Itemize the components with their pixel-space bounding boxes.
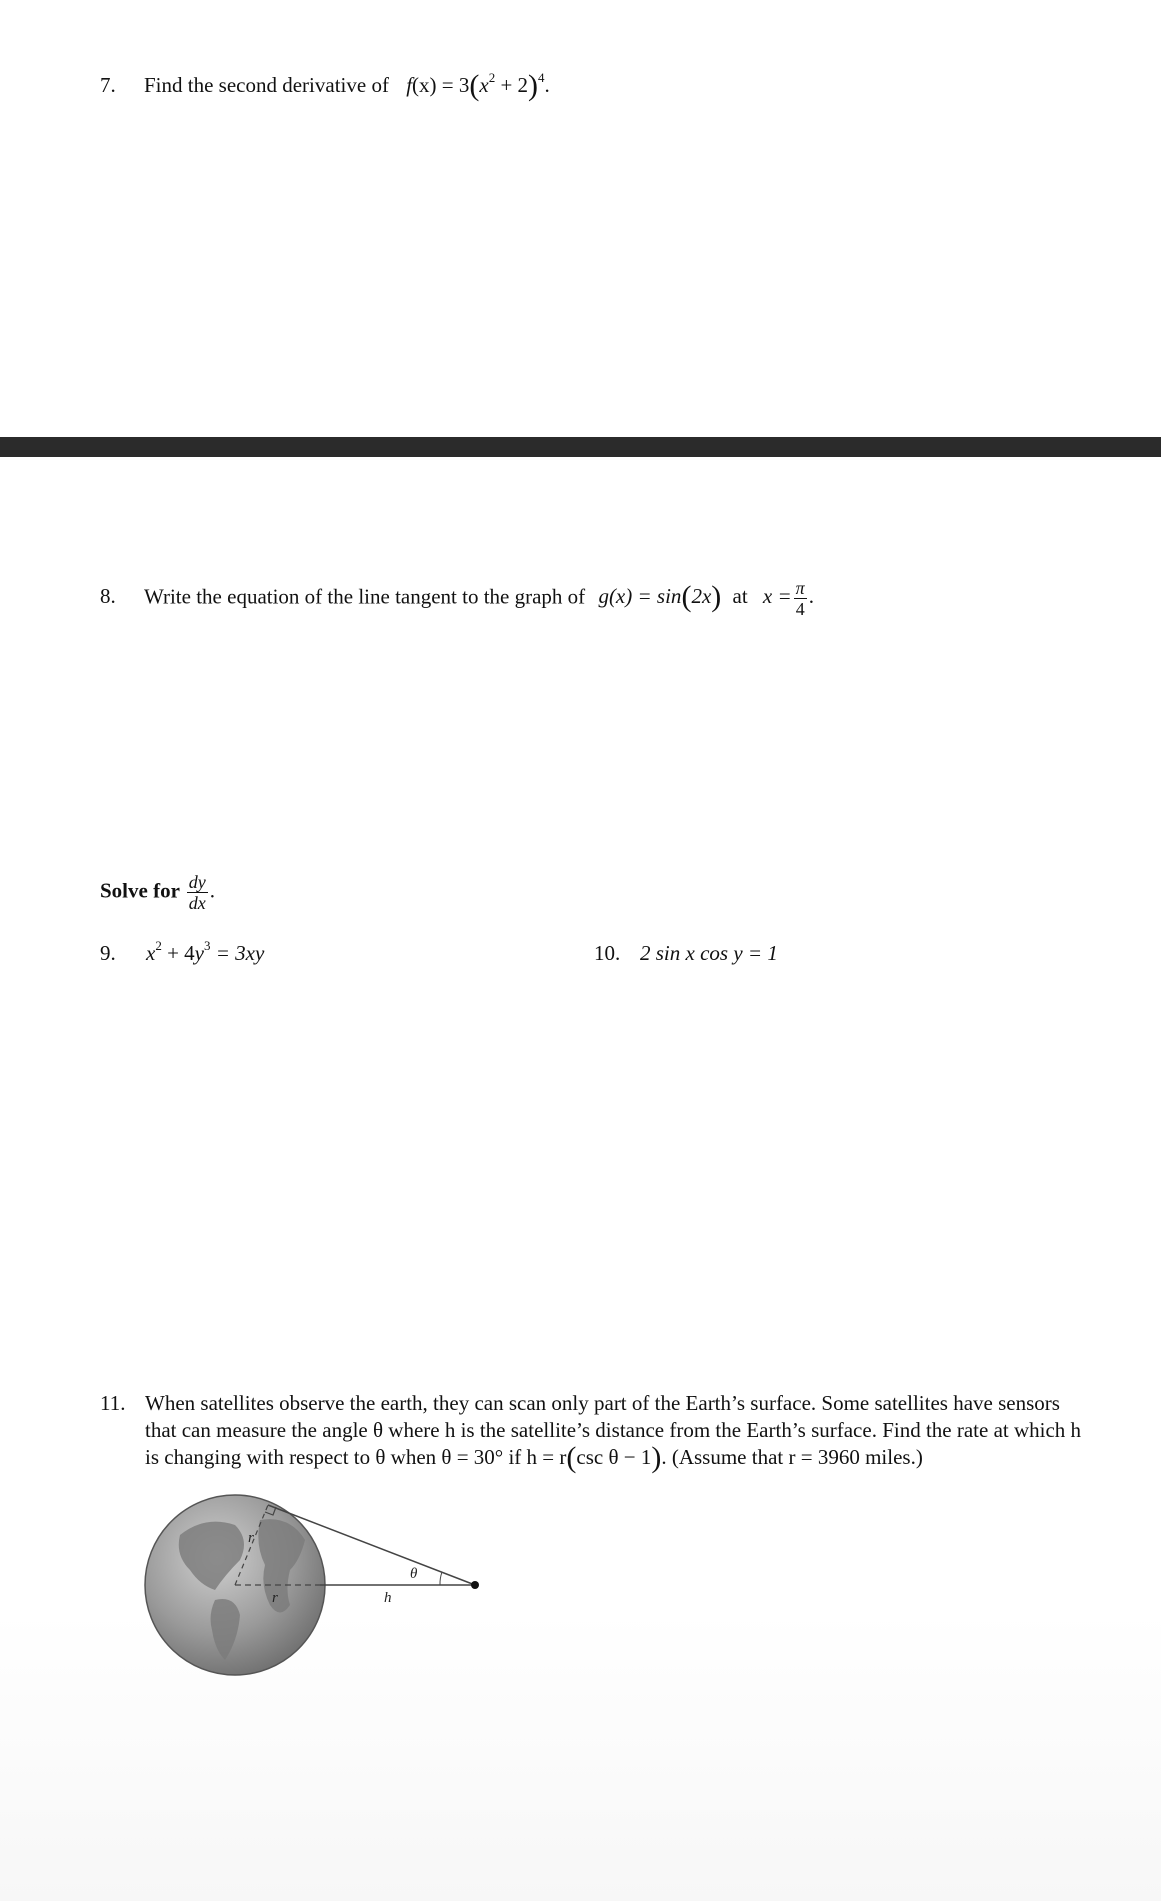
problem-11-body: [145, 1390, 1145, 1474]
plus-two: + 2: [495, 73, 529, 97]
problem-10: [594, 940, 778, 967]
problem-7: [100, 69, 550, 102]
open-paren: (: [566, 1441, 577, 1474]
problem-7-formula: [406, 69, 550, 102]
label-theta: θ: [410, 1566, 418, 1582]
page-bottom-section: [0, 457, 1161, 1901]
frac-numerator: dy: [188, 872, 206, 892]
period: .: [544, 73, 550, 97]
pi-over-4-fraction: [794, 578, 807, 619]
y-exponent: 3: [204, 938, 211, 953]
problem-8-text: Write the equation of the line tangent to the graph of: [144, 584, 586, 609]
at-word: at: [732, 584, 748, 609]
base-x: x: [479, 73, 489, 97]
close-paren: ): [651, 1441, 662, 1474]
outer-exponent: 4: [538, 70, 545, 85]
period: .: [808, 584, 814, 609]
label-r-upper: r: [248, 1530, 254, 1546]
period: .: [209, 878, 216, 903]
y-term: y: [194, 941, 204, 965]
frac-numerator: π: [795, 578, 805, 598]
problem-10-number: 10.: [594, 941, 621, 965]
g-arg: 2x: [691, 584, 712, 609]
f-arg: (x) = 3: [412, 73, 470, 97]
problem-11-line-2: that can measure the angle θ where h is the satellite’s distance from the Earth’s surface. Find the rate at which h: [145, 1418, 1082, 1442]
rhs: = 3xy: [210, 941, 265, 965]
close-paren: ): [528, 69, 539, 102]
close-paren: ): [711, 580, 722, 614]
x-equals: x =: [762, 584, 792, 609]
problem-11-line-1: When satellites observe the earth, they can scan only part of the Earth’s surface. Some satellites have sensors: [145, 1391, 1060, 1415]
frac-denominator: dx: [188, 893, 206, 913]
problem-8-number: 8.: [100, 584, 116, 609]
label-h: h: [384, 1590, 392, 1606]
problem-11-number: 11.: [100, 1391, 126, 1415]
page-top-section: [0, 0, 1161, 437]
f-symbol: f: [406, 73, 413, 97]
dy-dx-fraction: [187, 872, 208, 913]
csc-expression: csc θ − 1: [576, 1445, 652, 1469]
satellite-point: [471, 1581, 479, 1589]
problem-9-number: 9.: [100, 941, 116, 965]
problem-7-number: 7.: [100, 73, 116, 97]
satellite-diagram: [140, 1490, 500, 1680]
label-r-lower: r: [272, 1590, 278, 1606]
plus-four: + 4: [161, 941, 195, 965]
frac-denominator: 4: [795, 599, 805, 619]
problem-7-text: Find the second derivative of: [144, 73, 389, 97]
g-function: g(x) = sin: [598, 584, 682, 609]
line-3-part-b: . (Assume that r = 3960 miles.): [661, 1445, 923, 1469]
x-term: x: [146, 941, 156, 965]
open-paren: (: [469, 69, 480, 102]
solve-for-heading: [100, 872, 215, 913]
page-divider-bar: [0, 437, 1161, 457]
satellite-figure: [140, 1490, 500, 1680]
problem-10-equation: 2 sin x cos y = 1: [640, 941, 778, 965]
base-exponent: 2: [488, 70, 496, 85]
problem-8-formula: [598, 578, 814, 619]
open-paren: (: [681, 580, 692, 614]
solve-for-label: Solve for: [100, 878, 180, 903]
line-3-part-a: is changing with respect to θ when θ = 30° if h = r: [145, 1445, 567, 1469]
x-exponent: 2: [155, 938, 162, 953]
problem-9: [100, 940, 264, 967]
problem-8: [100, 578, 814, 619]
problem-11-line-3: [145, 1441, 1145, 1474]
theta-arc: [440, 1572, 442, 1585]
